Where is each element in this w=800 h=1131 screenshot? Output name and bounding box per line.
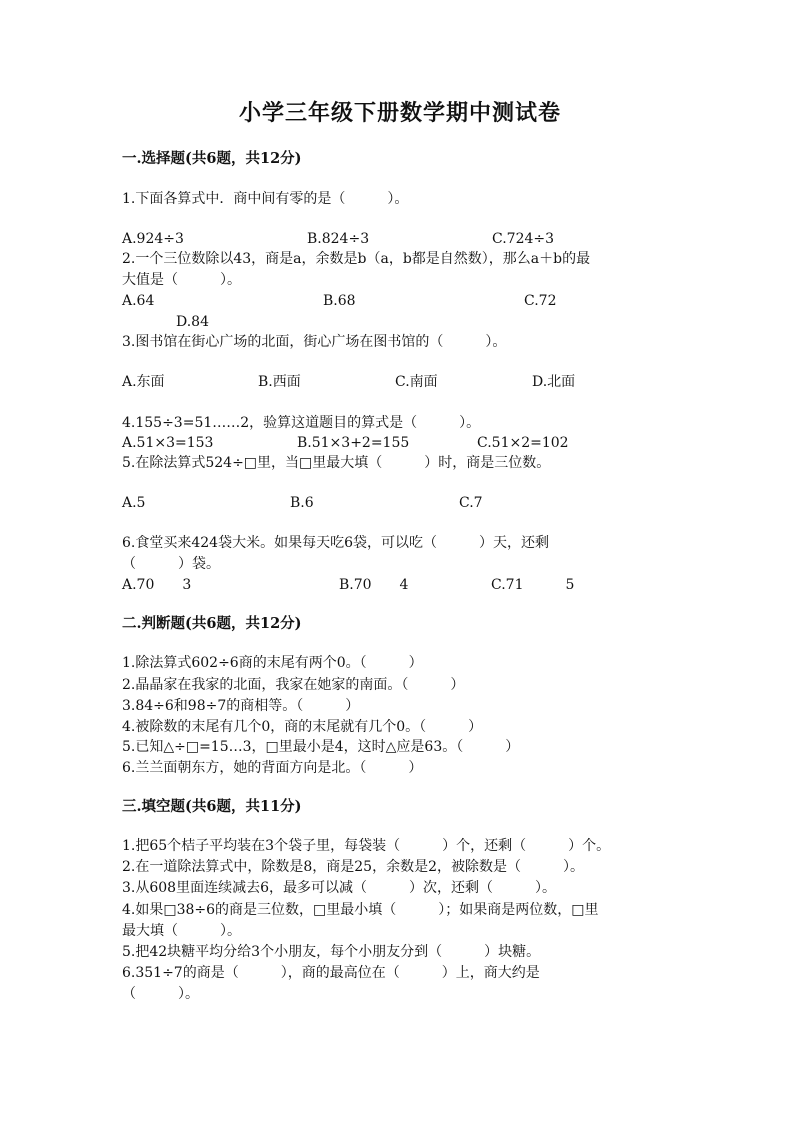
fill-item: 1.把65个桔子平均装在3个袋子里，每袋装（ ）个，还剩（ ）个。 [122, 838, 611, 854]
fill-item: 6.351÷7的商是（ ），商的最高位在（ ）上，商大约是 [122, 965, 540, 981]
question-stem: 5.在除法算式524÷□里，当□里最大填（ ）时，商是三位数。 [122, 455, 551, 471]
judge-item: 2.晶晶家在我家的北面，我家在她家的南面。（ ） [122, 677, 465, 693]
section-heading-judge: 二.判断题(共6题，共12分) [122, 615, 302, 632]
option-d: D.84 [176, 314, 209, 330]
option-a: A.64 [122, 293, 155, 309]
section-heading-fill: 三.填空题(共6题，共11分) [122, 798, 302, 815]
question-stem: 2.一个三位数除以43，商是a，余数是b（a，b都是自然数），那么a＋b的最 [122, 251, 591, 267]
option-a: A.924÷3 [122, 231, 184, 247]
fill-item: 2.在一道除法算式中，除数是8，商是25，余数是2，被除数是（ ）。 [122, 859, 584, 875]
question-stem: 6.食堂买来424袋大米。如果每天吃6袋，可以吃（ ）天，还剩 [122, 535, 549, 551]
fill-item: 3.从608里面连续减去6，最多可以减（ ）次，还剩（ ）。 [122, 880, 556, 896]
option-b: B.西面 [258, 374, 301, 390]
fill-item-cont: 最大填（ ）。 [122, 923, 241, 939]
option-c: C.724÷3 [492, 231, 555, 247]
option-c: C.71 5 [491, 577, 575, 593]
option-b: B.51×3+2=155 [297, 435, 410, 451]
question-stem-cont: 大值是（ ）。 [122, 272, 241, 288]
question-stem: 3.图书馆在街心广场的北面，街心广场在图书馆的（ ）。 [122, 334, 507, 350]
section-heading-choice: 一.选择题(共6题，共12分) [122, 150, 302, 167]
fill-item-cont: （ ）。 [122, 986, 199, 1002]
option-b: B.824÷3 [307, 231, 370, 247]
judge-item: 1.除法算式602÷6商的末尾有两个0。（ ） [122, 655, 423, 671]
option-a: A.5 [122, 495, 146, 511]
judge-item: 3.84÷6和98÷7的商相等。（ ） [122, 698, 360, 714]
question-stem: 4.155÷3=51……2，验算这道题目的算式是（ ）。 [122, 415, 481, 431]
option-a: A.51×3=153 [122, 435, 214, 451]
option-d: D.北面 [532, 374, 576, 390]
option-b: B.6 [290, 495, 314, 511]
judge-item: 5.已知△÷□=15…3，□里最小是4，这时△应是63。（ ） [122, 739, 520, 755]
option-c: C.72 [524, 293, 557, 309]
question-stem: 1.下面各算式中．商中间有零的是（ ）。 [122, 191, 409, 207]
fill-item: 4.如果□38÷6的商是三位数，□里最小填（ ）；如果商是两位数，□里 [122, 902, 599, 918]
option-a: A.东面 [122, 374, 165, 390]
fill-item: 5.把42块糖平均分给3个小朋友，每个小朋友分到（ ）块糖。 [122, 944, 541, 960]
option-a: A.70 3 [122, 577, 192, 593]
option-b: B.68 [323, 293, 356, 309]
question-stem-cont: （ ）袋。 [122, 556, 220, 572]
option-c: C.51×2=102 [477, 435, 569, 451]
option-b: B.70 4 [339, 577, 409, 593]
option-c: C.7 [459, 495, 483, 511]
option-c: C.南面 [395, 374, 438, 390]
judge-item: 4.被除数的末尾有几个0，商的末尾就有几个0。（ ） [122, 719, 483, 735]
judge-item: 6.兰兰面朝东方，她的背面方向是北。（ ） [122, 760, 423, 776]
page-title: 小学三年级下册数学期中测试卷 [238, 100, 561, 126]
